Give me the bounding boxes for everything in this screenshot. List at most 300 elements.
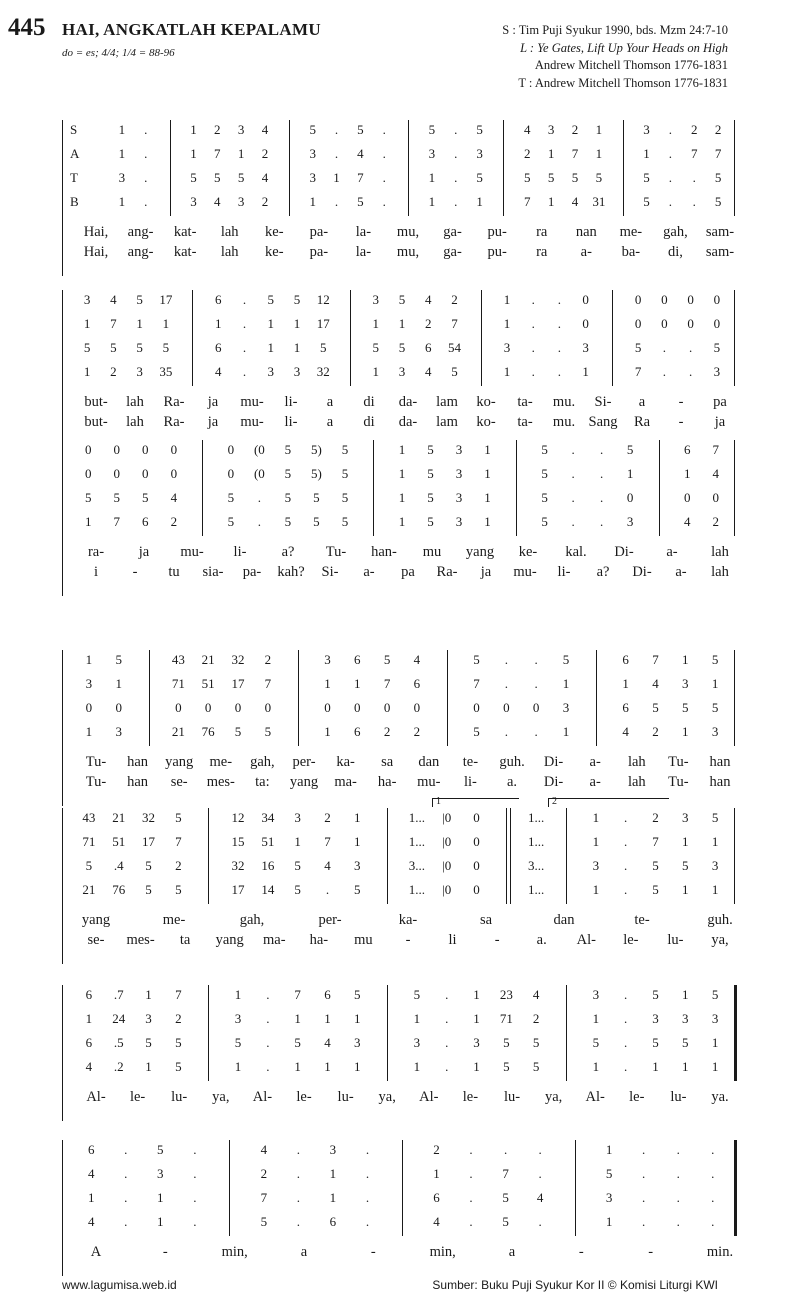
voice-row [60,698,750,718]
note: 0 [234,700,242,715]
note: 5 [175,882,182,897]
note: 1 [484,442,491,457]
lyric-syllable: lah [711,564,729,580]
lyric-syllable: a [326,394,334,410]
note: 2 [524,146,531,161]
note: . [266,1059,270,1074]
lyric-syllable: pu- [487,244,507,260]
lyric-syllable: Di- [543,774,564,790]
note: 3 [293,364,301,379]
voice-row [60,832,750,852]
lyric-syllable: ang- [127,244,154,260]
note: 1 [413,1011,421,1026]
note: 5 [162,340,170,355]
bar-line [149,698,150,722]
note: 0 [634,292,642,307]
bar-line [408,120,409,144]
note: . [266,1035,270,1050]
lyric-syllable: ra [536,224,548,240]
note: 3 [682,810,689,825]
note: 5 [652,700,659,715]
note: 1 [372,364,379,379]
note: 7 [214,146,221,161]
bar-line [516,512,517,536]
note: 0 [85,466,92,481]
note: . [124,1214,128,1229]
note: 1 [234,1059,242,1074]
lyric-syllable: a- [675,564,687,580]
note: 6 [622,652,629,667]
bar-line [503,120,504,144]
note: 5 [711,652,719,667]
note: 32 [316,364,330,379]
lyric-syllable: ja [138,544,150,560]
lyric-line [60,222,750,242]
note: 7 [451,316,458,331]
lyric-syllable: Si- [321,564,339,580]
note: 3 [190,194,197,209]
note: 1 [473,1059,480,1074]
lyric-syllable: ka- [336,754,355,770]
note: 7 [652,652,659,667]
lyric-syllable: i [93,564,99,580]
note: 2 [261,194,269,209]
lyric-syllable: se- [87,932,105,948]
lyric-syllable: per- [318,912,342,928]
bar-line [612,290,613,314]
lyric-syllable: ko- [476,414,496,430]
volta-second-ending [548,798,669,807]
lyric-syllable: mu [354,932,373,948]
bar-line [447,650,448,674]
note: 6 [413,676,421,691]
lyric-syllable: a. [506,774,518,790]
lyric-syllable: yang [215,932,244,948]
note: 0 [170,466,178,481]
voice-row [60,362,750,382]
note: 0 [634,316,642,331]
note: . [193,1142,197,1157]
note: 5 [284,466,292,481]
note: 3 [372,292,379,307]
note: 0 [473,882,480,897]
bar-line [229,1140,230,1164]
lyric-syllable: - [162,1244,168,1260]
voice-row [60,314,750,334]
note: 5 [643,194,650,209]
note: 1 [503,292,511,307]
note: 5 [711,700,719,715]
note: 5 [652,1035,659,1050]
note: 1... [408,834,426,849]
note: 1 [547,194,555,209]
note: 6 [424,340,432,355]
note: 3 [713,364,721,379]
note: 1 [428,194,436,209]
lyric-syllable: ha- [309,932,329,948]
lyric-syllable: - [648,1244,654,1260]
bar-line [503,192,504,216]
note: 1 [682,724,689,739]
note: 5 [634,340,642,355]
note: 5 [643,170,650,185]
note: 5 [503,1035,510,1050]
note: . [124,1190,128,1205]
note: . [689,340,693,355]
note: 32 [142,810,156,825]
bar-line [208,856,209,880]
note: 5 [136,340,143,355]
bar-line [373,440,374,464]
note: 4 [110,292,117,307]
note: 3 [711,1011,719,1026]
note: 0 [85,442,92,457]
bar-line [506,856,507,880]
lyric-syllable: yang [289,774,319,790]
note: 0 [503,700,510,715]
note: 7 [264,676,272,691]
lyric-syllable: li- [284,414,298,430]
voice-row [60,192,750,212]
note: 4 [88,1214,95,1229]
lyric-syllable: pa [401,564,415,580]
lyric-syllable: a- [589,774,601,790]
note: 1... [528,834,545,849]
note: 0 [85,700,93,715]
note: 5 [532,1035,540,1050]
lyric-syllable: le- [462,1089,479,1105]
note: . [531,316,535,331]
lyric-line [60,242,750,262]
lyric-syllable: sa [381,754,394,770]
note: 0 [661,316,668,331]
lyric-syllable: kal. [565,544,587,560]
note: 34 [261,810,275,825]
note: 4 [532,987,540,1002]
note: 1 [309,194,316,209]
voice-row [60,488,750,508]
note: 5 [284,442,292,457]
lyric-syllable: lam [436,394,458,410]
lyric-syllable: - [578,1244,584,1260]
voice-row [60,512,750,532]
bar-line [202,512,203,536]
voice-row [60,1140,750,1160]
note: . [531,292,535,307]
voice-row [60,1212,750,1232]
note: 1 [503,316,511,331]
lyric-line [60,752,750,772]
note: 7 [634,364,642,379]
lyric-syllable: pu- [487,224,507,240]
final-bar-line [734,1140,737,1236]
note: 0 [324,700,331,715]
note: 5 [341,442,349,457]
note: .2 [113,1059,124,1074]
lyric-syllable: tu [168,564,180,580]
note: . [193,1190,197,1205]
lyric-syllable: lu- [667,932,684,948]
note: 5 [309,122,316,137]
note: . [676,1166,680,1181]
note: 0 [713,316,721,331]
note: 1 [398,466,406,481]
note: 7 [714,146,722,161]
note: . [600,490,604,505]
note: . [242,316,247,331]
note: 1 [484,490,491,505]
note: 5 [541,466,548,481]
note: 0 [142,466,149,481]
lyric-syllable: per- [292,754,316,770]
bar-line [192,314,193,338]
note: . [534,676,538,691]
note: 6 [354,652,361,667]
bar-line [447,674,448,698]
note: 1... [528,810,545,825]
note: 5 [714,170,722,185]
lyric-syllable: Tu- [668,754,689,770]
note: (0 [253,442,265,457]
note: . [600,514,604,529]
credit-line: Andrew Mitchell Thomson 1776-1831 [534,58,728,72]
lyric-syllable: Di- [614,544,634,560]
note: 5 [524,170,531,185]
note: 1 [145,1059,152,1074]
note: 1 [324,676,331,691]
lyric-syllable: a [508,1244,516,1260]
note: 0 [626,490,634,505]
note: 21 [201,652,215,667]
note: 1 [85,724,93,739]
bar-line [596,650,597,674]
bar-line [208,1057,209,1081]
lyric-syllable: kah? [277,564,305,580]
lyric-syllable: A [90,1244,102,1260]
note: . [242,340,247,355]
note: . [689,364,693,379]
note: . [296,1214,301,1229]
note: 5 [476,122,483,137]
note: 6 [88,1142,95,1157]
tempo-marking: do = es; 4/4; 1/4 = 88-96 [62,47,175,59]
note: 1 [136,316,143,331]
note: 1 [595,146,603,161]
lyric-syllable: min. [706,1244,734,1260]
voice-row [60,1033,750,1053]
bar-line [289,168,290,192]
note: 0 [354,700,361,715]
note: . [600,466,604,481]
lyric-syllable: - [678,394,684,410]
note: 3 [309,170,316,185]
lyric-syllable: ya, [212,1089,230,1105]
bar-line [566,832,567,856]
bar-line [623,192,624,216]
note: 17 [159,292,173,307]
note: . [445,1035,449,1050]
note: . [382,194,386,209]
note: 5 [227,514,235,529]
note: 1 [398,514,406,529]
note: 0 [473,810,480,825]
lyric-syllable: lah [126,394,144,410]
bar-line [506,880,507,904]
note: . [503,1142,508,1157]
note: 3 [643,122,650,137]
bar-line [510,808,511,832]
note: . [365,1190,370,1205]
note: 5 [711,987,719,1002]
bar-line [192,338,193,362]
note: . [571,466,575,481]
lyric-syllable: se- [170,774,188,790]
note: 2 [175,1011,182,1026]
lyric-syllable: mu. [552,414,576,430]
note: 2 [652,724,659,739]
note: . [504,724,508,739]
note: 3 [237,122,245,137]
lyric-syllable: Tu- [85,774,107,790]
lyric-syllable: lu- [670,1089,687,1105]
note: 7 [110,316,117,331]
note: 3 [582,340,589,355]
note: 4 [261,122,269,137]
lyric-line [60,542,750,562]
note: 4 [357,146,364,161]
lyric-syllable: ta: [255,774,270,790]
bar-line [149,722,150,746]
lyric-line [60,772,750,792]
note: 71 [171,676,185,691]
note: 5 [227,490,235,505]
note: 1 [294,834,301,849]
note: 1 [83,364,91,379]
note: 3 [652,1011,659,1026]
bar-line [510,856,511,880]
note: 5 [626,442,634,457]
lyric-syllable: guh. [707,912,733,928]
note: 5 [175,810,182,825]
lyric-syllable: min, [429,1244,456,1260]
note: . [454,194,458,209]
note: 5 [190,170,197,185]
note: . [668,194,672,209]
bar-line [208,1009,209,1033]
lyric-syllable: Hai, [83,244,109,260]
bar-line [516,464,517,488]
note: . [557,364,562,379]
lyric-line [60,1242,750,1262]
note: 5 [294,882,301,897]
note: 1 [622,676,629,691]
hymn-number: 445 [8,14,46,41]
note: . [571,442,575,457]
note: 3 [267,364,275,379]
lyric-syllable: di [363,414,375,430]
note: 2 [383,724,391,739]
note: . [624,987,628,1002]
bar-line [659,512,660,536]
note: 1 [413,1059,421,1074]
note: . [454,146,458,161]
bar-line [402,1212,403,1236]
system-end-bar [734,290,735,386]
note: 5 [711,810,719,825]
note: 5 [145,1035,152,1050]
note: 1 [503,364,511,379]
lyric-syllable: li- [233,544,247,560]
note: 4 [424,364,432,379]
note: 16 [261,858,275,873]
note: 1... [408,810,426,825]
bar-line [192,290,193,314]
note: 5 [541,514,548,529]
lyric-syllable: gah, [250,754,275,770]
note: 5 [237,170,245,185]
note: 2 [571,122,579,137]
note: 5 [428,122,436,137]
bar-line [387,1033,388,1057]
note: 5 [284,514,292,529]
note: 43 [82,810,96,825]
note: 5 [682,700,689,715]
note: 5 [547,170,555,185]
credit-line: L : Ye Gates, Lift Up Your Heads on High [520,40,728,55]
note: 3 [592,858,600,873]
note: 2 [261,146,269,161]
lyric-syllable: le- [129,1089,146,1105]
note: 6 [215,340,222,355]
voice-row [60,338,750,358]
bar-line [516,440,517,464]
lyric-syllable: pa- [242,564,262,580]
bar-line [408,168,409,192]
lyric-syllable: sa [479,912,493,928]
website-link[interactable]: www.lagumisa.web.id [62,1278,177,1292]
lyric-syllable: a- [589,754,601,770]
note: 7 [473,676,480,691]
note: 1 [605,1214,613,1229]
note: 1 [354,676,361,691]
note: 7 [524,194,531,209]
bar-line [510,832,511,856]
note: 0 [113,442,121,457]
note: 3 [626,514,634,529]
note: 5 [175,1035,182,1050]
lyric-syllable: Sang [588,414,618,430]
note: . [538,1166,542,1181]
bar-line [402,1188,403,1212]
note: 5 [502,1214,509,1229]
note: . [365,1142,370,1157]
lyric-syllable: yang [165,754,194,770]
note: 3 [324,652,331,667]
bar-line [298,674,299,698]
note: . [668,122,672,137]
note: 3 [354,1035,361,1050]
note: . [382,170,386,185]
lyric-syllable: lah [627,774,646,790]
note: . [711,1166,715,1181]
bar-line [149,650,150,674]
note: 1 [215,316,222,331]
note: 1 [354,1059,361,1074]
bar-line [170,168,171,192]
note: 5 [383,652,391,667]
lyric-syllable: mu- [513,564,537,580]
note: 5 [145,858,152,873]
